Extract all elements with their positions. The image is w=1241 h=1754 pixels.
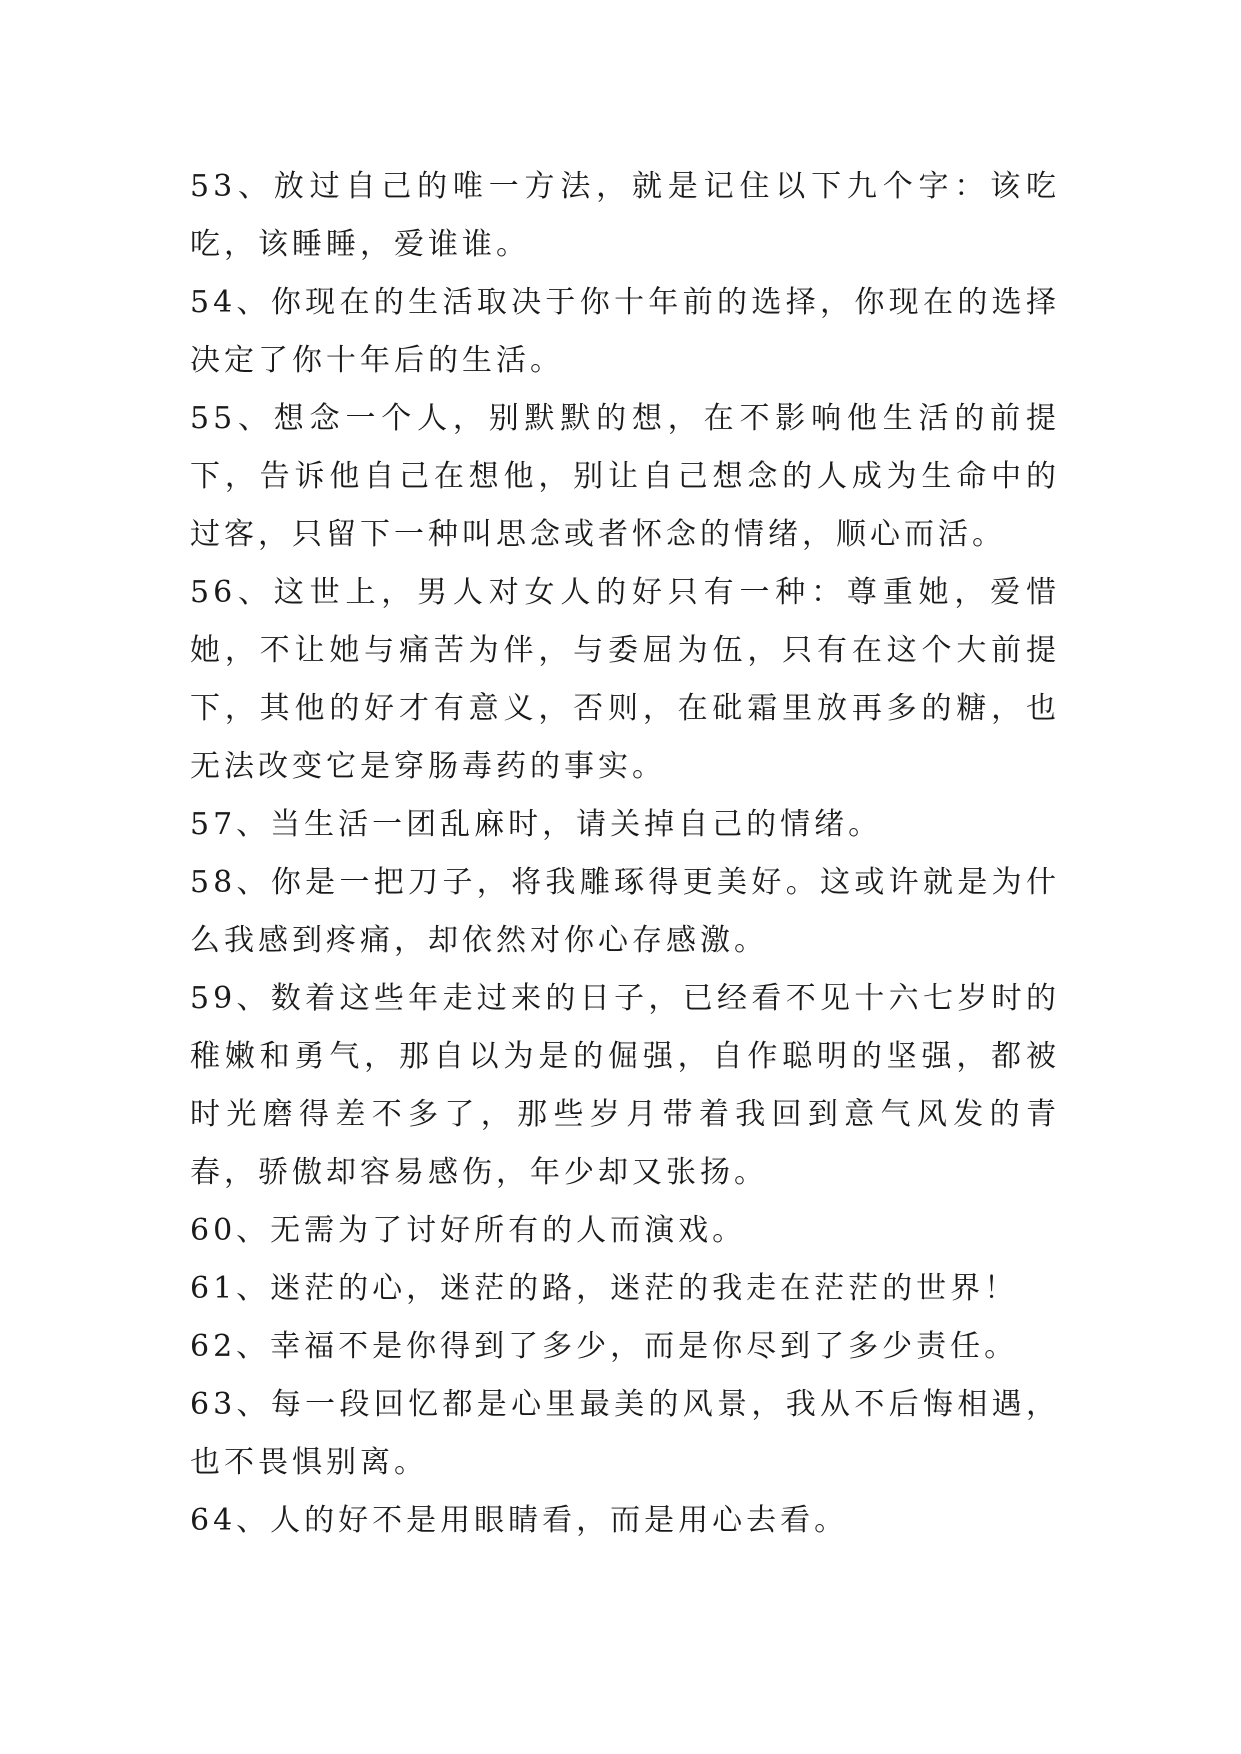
quote-entry-61: 61、迷茫的心，迷茫的路，迷茫的我走在茫茫的世界！: [190, 1271, 1019, 1306]
quote-entry-64: 64、人的好不是用眼睛看，而是用心去看。: [190, 1503, 849, 1538]
quote-entry-57: 57、当生活一团乱麻时，请关掉自己的情绪。: [190, 807, 883, 842]
quote-entry-62: 62、幸福不是你得到了多少，而是你尽到了多少责任。: [190, 1329, 1019, 1364]
quote-entry-56: 56、这世上，男人对女人的好只有一种：尊重她，爱惜她，不让她与痛苦为伴，与委屈为伍，只有在这个大前提下，其他的好才有意义，否则，在砒霜里放再多的糖，也无法改变它是穿肠毒药的事实。: [190, 575, 1060, 784]
quote-entry-58: 58、你是一把刀子，将我雕琢得更美好。这或许就是为什么我感到疼痛，却依然对你心存感激。: [190, 865, 1060, 958]
quote-entry-63: 63、每一段回忆都是心里最美的风景，我从不后悔相遇，也不畏惧别离。: [190, 1387, 1060, 1480]
quote-entry-55: 55、想念一个人，别默默的想，在不影响他生活的前提下，告诉他自己在想他，别让自己想念的人成为生命中的过客，只留下一种叫思念或者怀念的情绪，顺心而活。: [190, 401, 1060, 552]
quote-list: [190, 158, 1060, 1550]
quote-entry-60: 60、无需为了讨好所有的人而演戏。: [190, 1213, 747, 1248]
quote-entry-59: 59、数着这些年走过来的日子，已经看不见十六七岁时的稚嫩和勇气，那自以为是的倔强，自作聪明的坚强，都被时光磨得差不多了，那些岁月带着我回到意气风发的青春，骄傲却容易感伤，年少却又张扬。: [190, 981, 1060, 1190]
quote-entry-53: 53、放过自己的唯一方法，就是记住以下九个字：该吃吃，该睡睡，爱谁谁。: [190, 169, 1060, 262]
quote-entry-54: 54、你现在的生活取决于你十年前的选择，你现在的选择决定了你十年后的生活。: [190, 285, 1060, 378]
